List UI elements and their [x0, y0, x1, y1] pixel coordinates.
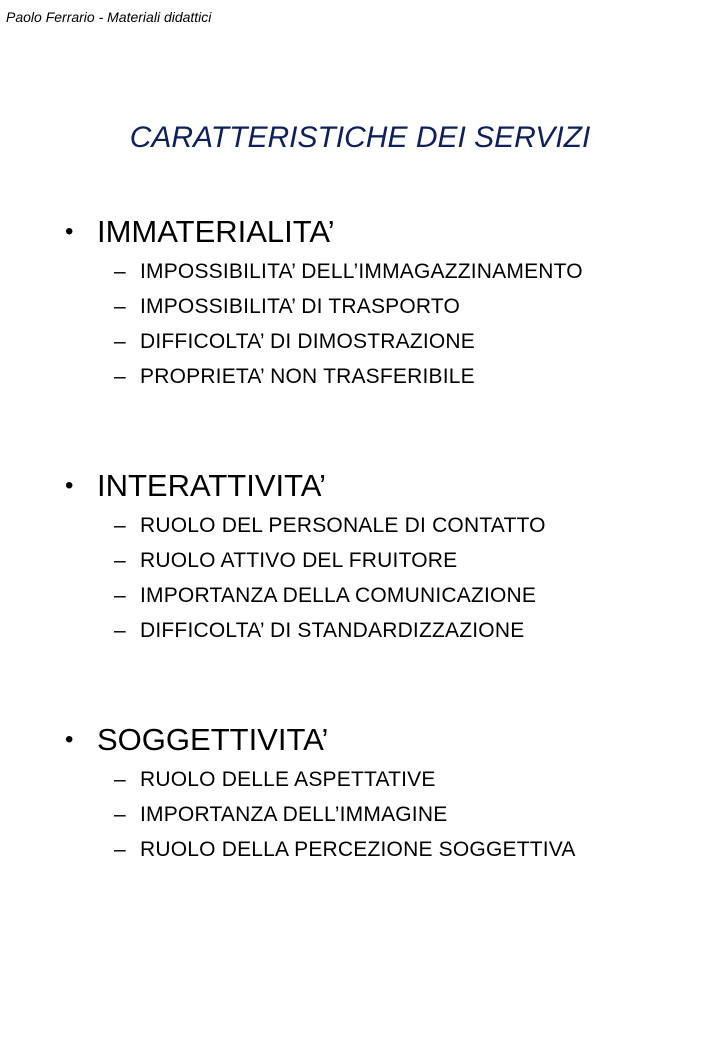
dash-icon: – [114, 803, 126, 826]
list-item-label: RUOLO DEL PERSONALE DI CONTATTO [140, 514, 546, 537]
section-heading-label: IMMATERIALITA’ [97, 214, 335, 249]
dash-icon: – [114, 584, 126, 607]
list-item-label: IMPOSSIBILITA’ DELL’IMMAGAZZINAMENTO [140, 260, 583, 283]
bullet-icon: • [65, 472, 74, 499]
dash-icon: – [114, 768, 126, 791]
list-item-label: RUOLO ATTIVO DEL FRUITORE [140, 549, 458, 572]
page-header: Paolo Ferrario - Materiali didattici [6, 9, 212, 25]
dash-icon: – [114, 514, 126, 537]
list-item-label: IMPOSSIBILITA’ DI TRASPORTO [140, 295, 461, 318]
list-item-label: RUOLO DELLE ASPETTATIVE [140, 768, 436, 791]
dash-icon: – [114, 549, 126, 572]
section-heading-label: INTERATTIVITA’ [97, 468, 327, 503]
list-item-label: DIFFICOLTA’ DI STANDARDIZZAZIONE [140, 619, 525, 642]
dash-icon: – [114, 838, 126, 861]
dash-icon: – [114, 365, 126, 388]
list-item-label: IMPORTANZA DELL’IMMAGINE [140, 803, 448, 826]
list-item-label: DIFFICOLTA’ DI DIMOSTRAZIONE [140, 330, 475, 353]
bullet-icon: • [65, 726, 74, 753]
bullet-icon: • [65, 218, 74, 245]
list-item-label: IMPORTANZA DELLA COMUNICAZIONE [140, 584, 537, 607]
dash-icon: – [114, 330, 126, 353]
list-item-label: PROPRIETA’ NON TRASFERIBILE [140, 365, 475, 388]
dash-icon: – [114, 260, 126, 283]
list-item-label: RUOLO DELLA PERCEZIONE SOGGETTIVA [140, 838, 576, 861]
section-heading-label: SOGGETTIVITA’ [97, 722, 329, 757]
page-title: CARATTERISTICHE DEI SERVIZI [129, 121, 591, 154]
dash-icon: – [114, 619, 126, 642]
dash-icon: – [114, 295, 126, 318]
